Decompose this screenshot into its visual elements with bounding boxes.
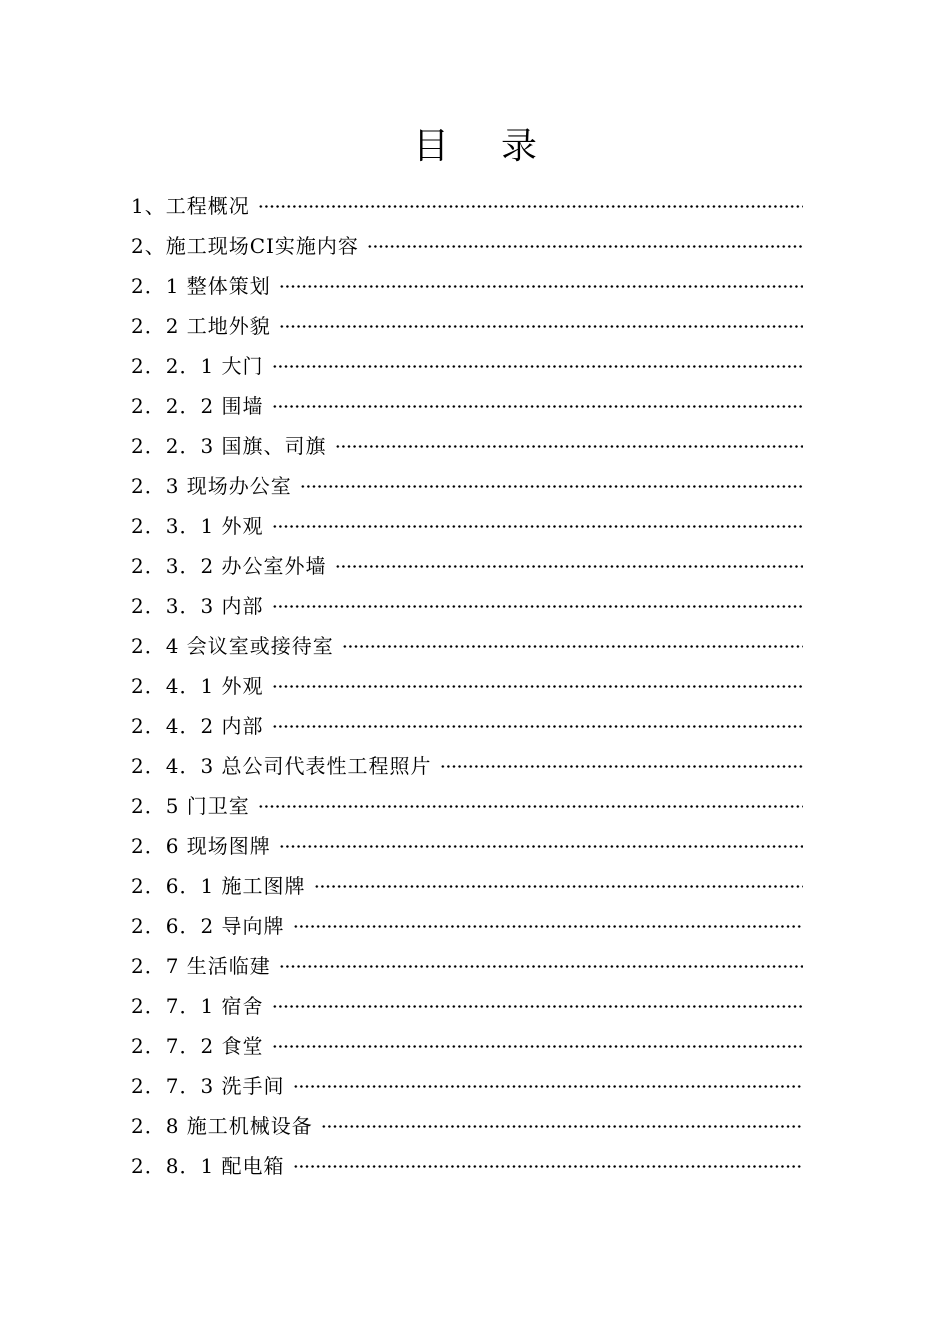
toc-entry-label: 2．2．2 围墙 [131, 393, 264, 418]
toc-entry[interactable] [131, 184, 803, 224]
toc-entry-label: 2．5 门卫室 [131, 793, 250, 818]
toc-entry-label: 2．4．2 内部 [131, 713, 264, 738]
toc-entry-label: 2．8 施工机械设备 [131, 1113, 313, 1138]
page-title: 目录 [412, 126, 589, 167]
toc-entry[interactable] [131, 544, 803, 584]
toc-entry-label: 2．3 现场办公室 [131, 473, 292, 498]
dot-leader [440, 765, 803, 768]
toc-entry-label: 2．1 整体策划 [131, 273, 271, 298]
toc-entry[interactable] [131, 784, 803, 824]
toc-entry-label: 2．7．1 宿舍 [131, 993, 264, 1018]
dot-leader [314, 885, 803, 888]
toc-entry-label: 2．6．1 施工图牌 [131, 873, 306, 898]
dot-leader [321, 1125, 803, 1128]
toc-entry-label: 2、施工现场CI实施内容 [131, 233, 359, 258]
toc-entry-label: 2．8．1 配电箱 [131, 1153, 285, 1178]
toc-entry[interactable] [131, 944, 803, 984]
dot-leader [300, 485, 803, 488]
toc-entry[interactable] [131, 1024, 803, 1064]
toc-entry[interactable] [131, 504, 803, 544]
dot-leader [279, 285, 803, 288]
toc-entry[interactable] [131, 1104, 803, 1144]
toc-entry[interactable] [131, 384, 803, 424]
dot-leader [335, 445, 803, 448]
dot-leader [272, 365, 803, 368]
dot-leader [272, 1005, 803, 1008]
toc-entry[interactable] [131, 1144, 803, 1184]
toc-entry[interactable] [131, 464, 803, 504]
dot-leader [279, 845, 803, 848]
dot-leader [258, 205, 803, 208]
toc-entry[interactable] [131, 664, 803, 704]
dot-leader [272, 605, 803, 608]
toc-entry[interactable] [131, 904, 803, 944]
toc-entry[interactable] [131, 344, 803, 384]
toc-entry-label: 2．3．2 办公室外墙 [131, 553, 327, 578]
toc-entry[interactable] [131, 1064, 803, 1104]
toc-entry-label: 2．7 生活临建 [131, 953, 271, 978]
dot-leader [367, 245, 803, 248]
dot-leader [279, 325, 803, 328]
dot-leader [293, 1085, 803, 1088]
toc-entry[interactable] [131, 864, 803, 904]
dot-leader [293, 925, 803, 928]
toc-entry[interactable] [131, 824, 803, 864]
dot-leader [293, 1165, 803, 1168]
dot-leader [342, 645, 803, 648]
toc-entry[interactable] [131, 624, 803, 664]
toc-entry[interactable] [131, 704, 803, 744]
toc-entry-label: 2．4 会议室或接待室 [131, 633, 334, 658]
toc-entry[interactable] [131, 304, 803, 344]
toc-entry[interactable] [131, 584, 803, 624]
toc-entry-label: 2．2 工地外貌 [131, 313, 271, 338]
dot-leader [279, 965, 803, 968]
dot-leader [258, 805, 803, 808]
dot-leader [272, 525, 803, 528]
toc-entry-label: 2．3．1 外观 [131, 513, 264, 538]
toc-entry[interactable] [131, 424, 803, 464]
toc-entry-label: 2．2．1 大门 [131, 353, 264, 378]
dot-leader [272, 685, 803, 688]
toc-entry[interactable] [131, 224, 803, 264]
toc-entry-label: 2．7．2 食堂 [131, 1033, 264, 1058]
toc-entry-label: 2．6．2 导向牌 [131, 913, 285, 938]
toc-entry-label: 2．4．3 总公司代表性工程照片 [131, 753, 432, 778]
toc-entry-label: 2．6 现场图牌 [131, 833, 271, 858]
dot-leader [272, 1045, 803, 1048]
dot-leader [335, 565, 803, 568]
toc-entry-label: 2．3．3 内部 [131, 593, 264, 618]
toc-entry-label: 2．4．1 外观 [131, 673, 264, 698]
toc-entry[interactable] [131, 744, 803, 784]
toc-entry-label: 2．2．3 国旗、司旗 [131, 433, 327, 458]
toc-entry-label: 1、工程概况 [131, 193, 250, 218]
dot-leader [272, 725, 803, 728]
table-of-contents [131, 184, 803, 1184]
toc-entry-label: 2．7．3 洗手间 [131, 1073, 285, 1098]
toc-entry[interactable] [131, 264, 803, 304]
toc-entry[interactable] [131, 984, 803, 1024]
dot-leader [272, 405, 803, 408]
